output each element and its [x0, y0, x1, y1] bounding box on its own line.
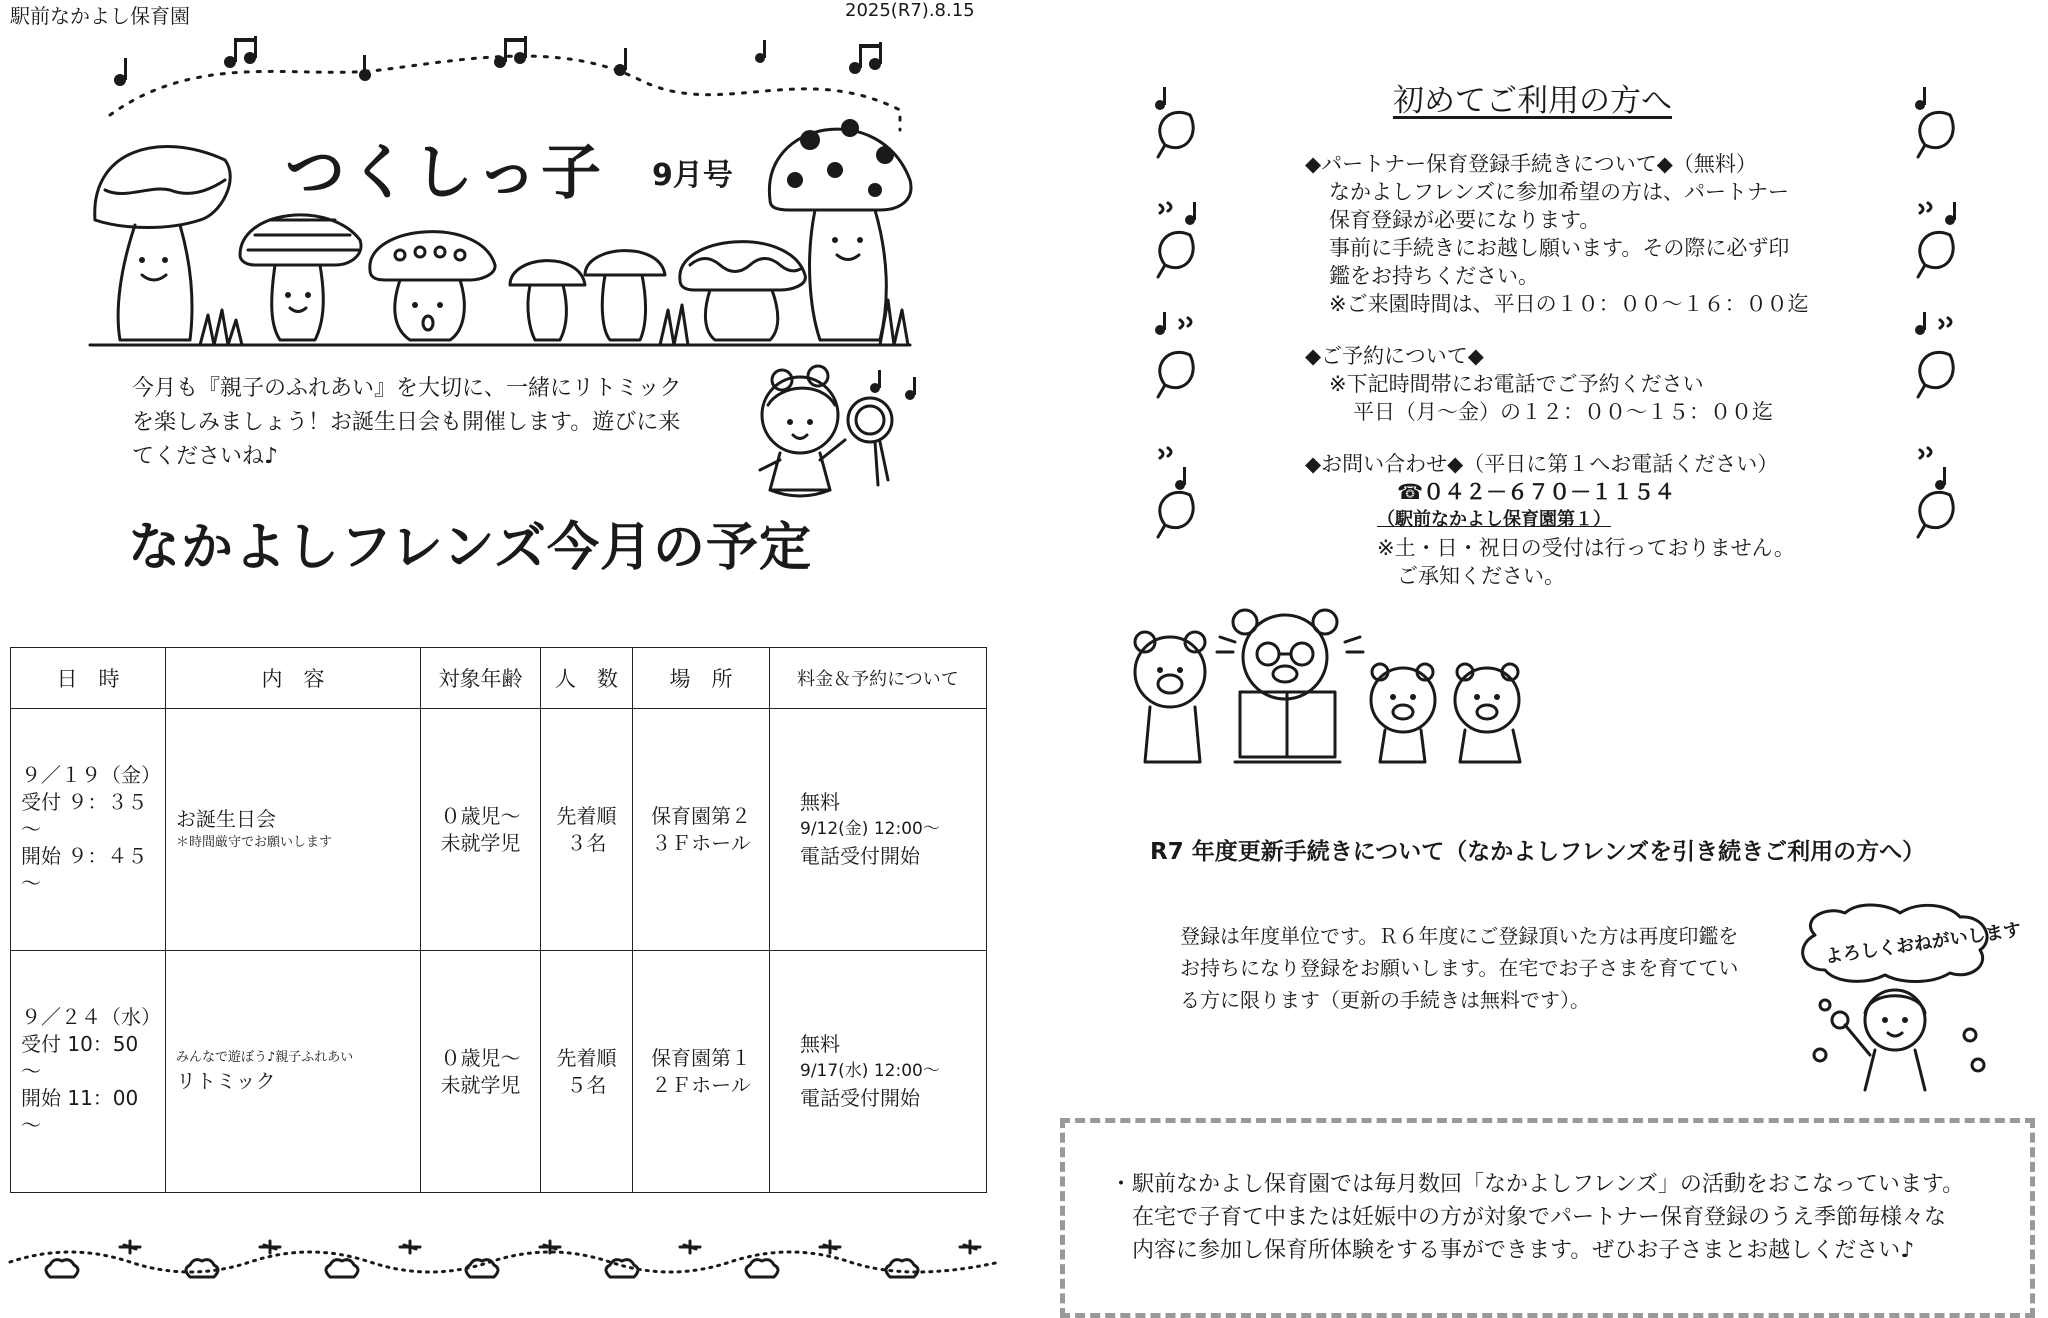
phone-number: ☎０４２－６７０－１１５４	[1397, 480, 1676, 504]
notice-line: ・駅前なかよし保育園では毎月数回「なかよしフレンズ」の活動をおこなっています。	[1110, 1172, 1965, 1197]
intro-text	[132, 372, 752, 474]
bears-reading-illustration	[1125, 612, 1545, 772]
reception-time: 受付 10：50～	[21, 1032, 139, 1083]
capacity-line: 先着順	[556, 1045, 617, 1070]
speech-bubble-text: よろしくおねがいします	[1823, 919, 2023, 968]
renewal-line: る方に限ります（更新の手続きは無料です）。	[1180, 988, 1590, 1012]
col-header-place: 場 所	[633, 648, 770, 709]
col-header-age: 対象年齢	[421, 648, 541, 709]
intro-line: を楽しみましょう！お誕生日会も開催します。遊びに来	[132, 410, 681, 435]
first-time-body	[1305, 150, 1809, 590]
fee-line: 9/12(金) 12:00～	[800, 819, 940, 839]
renewal-line: 登録は年度単位です。Ｒ６年度にご登録頂いた方は再度印鑑を	[1180, 924, 1739, 948]
intro-line: てくださいね♪	[132, 444, 279, 469]
renewal-heading: R7 年度更新手続きについて（なかよしフレンズを引き続きご利用の方へ）	[1150, 839, 1926, 865]
cell-capacity	[541, 951, 633, 1193]
cell-datetime	[11, 951, 166, 1193]
event-date: ９／１９（金）	[21, 763, 161, 787]
table-row	[11, 709, 987, 951]
cell-place	[633, 709, 770, 951]
reserve-line: 平日（月～金）の１２：００～１５：００迄	[1353, 400, 1773, 424]
contact-note: ご承知ください。	[1397, 564, 1565, 588]
cell-age	[421, 709, 541, 951]
partner-line: ※ご来園時間は、平日の１０：００～１６：００迄	[1329, 292, 1809, 316]
partner-line: 鑑をお持ちください。	[1329, 264, 1539, 288]
col-header-content: 内 容	[166, 648, 421, 709]
renewal-line: お持ちになり登録をお願いします。在宅でお子さまを育ててい	[1180, 956, 1739, 980]
fee-line: 9/17(水) 12:00～	[800, 1061, 940, 1081]
fee-line: 電話受付開始	[800, 844, 920, 868]
age-line: 未就学児	[440, 830, 521, 855]
place-line: 保育園第２	[651, 803, 751, 828]
col-header-capacity: 人 数	[541, 648, 633, 709]
org-name: 駅前なかよし保育園	[10, 4, 190, 28]
col-header-fee: 料金＆予約について	[770, 648, 987, 709]
start-time: 開始 11：00～	[21, 1086, 139, 1137]
reserve-line: ※下記時間帯にお電話でご予約ください	[1329, 372, 1704, 396]
start-time: 開始 ９：４５～	[21, 844, 148, 895]
age-line: 未就学児	[440, 1072, 521, 1097]
event-subtitle: みんなで遊ぼう♪親子ふれあい	[176, 1050, 354, 1065]
notice-line: 在宅で子育て中または妊娠中の方が対象でパートナー保育登録のうえ季節毎様々な	[1132, 1205, 1947, 1230]
partner-title: ◆パートナー保育登録手続きについて◆（無料）	[1305, 152, 1757, 176]
cell-fee	[770, 709, 987, 951]
notice-line: 内容に参加し保育所体験をする事ができます。ぜひお子さまとお越しください♪	[1132, 1238, 1915, 1263]
waving-child-illustration	[1800, 905, 2023, 1090]
cell-age	[421, 951, 541, 1193]
capacity-line: ３名	[566, 830, 607, 855]
reception-time: 受付 ９：３５～	[21, 790, 148, 841]
schedule-table	[10, 647, 987, 1193]
newsletter-title: つくしっ子	[285, 138, 605, 208]
partner-line: 事前に手続きにお越し願います。その際に必ず印	[1329, 236, 1790, 260]
fee-line: 電話受付開始	[800, 1086, 920, 1110]
col-header-datetime: 日 時	[11, 648, 166, 709]
leaf-border-right	[1910, 95, 1970, 575]
girl-with-tambourine-illustration	[760, 360, 940, 510]
capacity-line: 先着順	[556, 803, 617, 828]
cell-content	[166, 951, 421, 1193]
renewal-body	[1180, 920, 1738, 1016]
first-time-heading: 初めてご利用の方へ	[1393, 83, 1672, 119]
event-title: リトミック	[176, 1069, 276, 1093]
fee-line: 無料	[800, 790, 840, 814]
cell-fee	[770, 951, 987, 1193]
table-header-row	[11, 648, 987, 709]
place-line: 保育園第１	[651, 1045, 751, 1070]
event-note: ＊時間厳守でお願いします	[176, 835, 333, 850]
age-line: ０歳児～	[440, 803, 521, 828]
intro-line: 今月も『親子のふれあい』を大切に、一緒にリトミック	[132, 376, 682, 401]
phone-label: （駅前なかよし保育園第１）	[1377, 509, 1611, 530]
fee-line: 無料	[800, 1032, 840, 1056]
table-row	[11, 951, 987, 1193]
partner-line: 保育登録が必要になります。	[1329, 208, 1601, 232]
place-line: ２Ｆホール	[651, 1072, 751, 1097]
cell-place	[633, 951, 770, 1193]
partner-line: なかよしフレンズに参加希望の方は、パートナー	[1329, 180, 1790, 204]
reserve-title: ◆ご予約について◆	[1305, 344, 1484, 368]
issue-date: 2025(R7).8.15	[845, 0, 975, 21]
contact-title: ◆お問い合わせ◆（平日に第１へお電話ください）	[1305, 452, 1779, 476]
cell-capacity	[541, 709, 633, 951]
event-title: お誕生日会	[176, 807, 276, 831]
newsletter-month: 9月号	[652, 158, 733, 193]
leaf-border-left	[1150, 95, 1210, 575]
event-date: ９／２４（水）	[21, 1005, 161, 1029]
schedule-heading: なかよしフレンズ今月の予定	[128, 518, 813, 578]
contact-note: ※土・日・祝日の受付は行っておりません。	[1377, 536, 1795, 560]
place-line: ３Ｆホール	[651, 830, 751, 855]
cell-datetime	[11, 709, 166, 951]
cell-content	[166, 709, 421, 951]
notice-body	[1110, 1168, 1964, 1267]
capacity-line: ５名	[566, 1072, 607, 1097]
dragonfly-cloud-border	[10, 1232, 1005, 1292]
age-line: ０歳児～	[440, 1045, 521, 1070]
